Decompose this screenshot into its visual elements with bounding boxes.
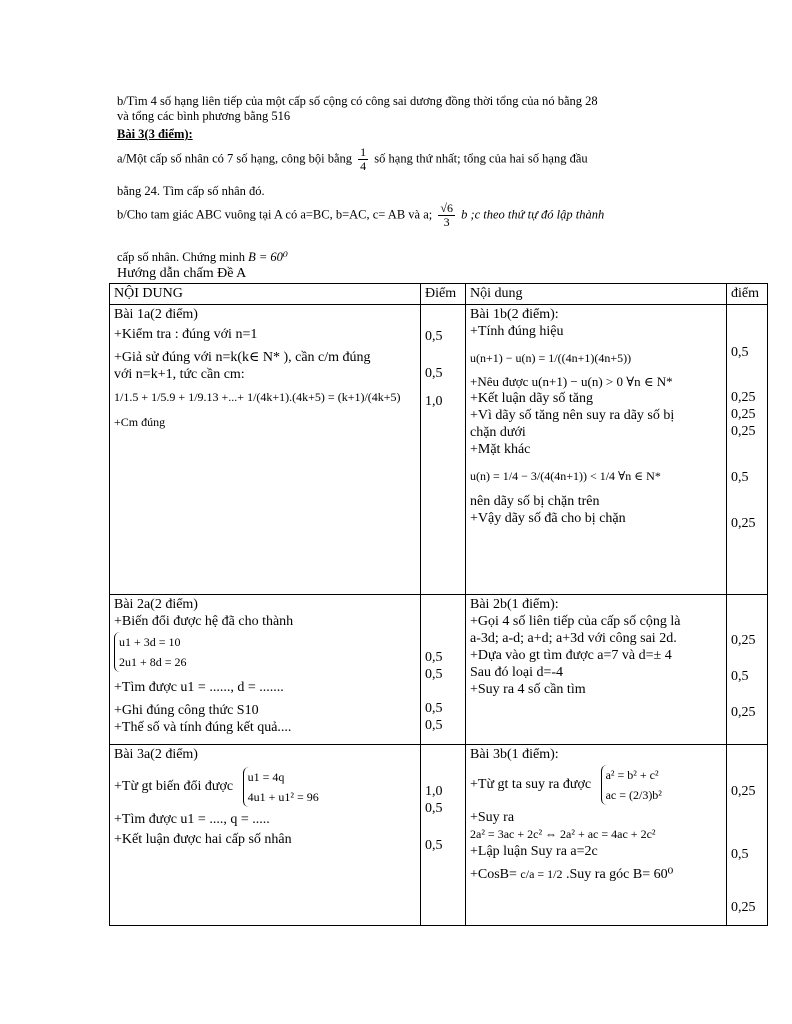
- row1-right-line: +Vì dãy số tăng nên suy ra dãy số bị: [470, 408, 675, 423]
- row1-right-line: Bài 1b(2 điểm):: [470, 307, 559, 322]
- row2-right-line: +Dựa vào gt tìm được a=7 và d=± 4: [470, 648, 672, 663]
- row1-right-line: +Mặt khác: [470, 442, 531, 457]
- row1-right-formula: u(n+1) − u(n) = 1/((4n+1)(4n+5)): [470, 351, 632, 365]
- row1-left-line: +Giả sử đúng với n=k(k∈ N* ), cần c/m đúng: [114, 350, 371, 365]
- score: 0,25: [731, 424, 756, 439]
- score: 0,25: [731, 516, 756, 531]
- score: 0,25: [731, 390, 756, 405]
- problem-3b-formula: B = 60⁰: [248, 250, 288, 264]
- score: 0,25: [731, 900, 756, 915]
- system-equation: a² = b² + c²: [605, 768, 659, 782]
- row1-left-line: với n=k+1, tức cần cm:: [114, 367, 245, 382]
- problem-3b-line2: [117, 249, 288, 265]
- row3-left-line: +Từ gt biến đổi được: [114, 779, 234, 795]
- header-diem-2: điểm: [727, 284, 768, 305]
- system-equation: 2u1 + 8d = 26: [119, 655, 187, 669]
- row3-right-line: +Từ gt ta suy ra được: [470, 777, 592, 793]
- system-equation: 4u1 + u1² = 96: [247, 790, 319, 804]
- row3-left: [110, 745, 421, 926]
- row1-right-formula: +Nêu được u(n+1) − u(n) > 0 ∀n ∈ N*: [470, 374, 673, 389]
- score: 0,5: [731, 847, 749, 862]
- row1-left-formula: 1/1.5 + 1/5.9 + 1/9.13 +...+ 1/(4k+1).(4k+5) = (k+1)/(4k+5): [114, 390, 401, 404]
- row2-left-line: +Ghi đúng công thức S10: [114, 703, 259, 718]
- problem-2b-line2: và tổng các bình phương bằng 516: [117, 109, 291, 123]
- problem-3b-fraction: [438, 202, 455, 229]
- problem-3a-line1: [117, 146, 588, 173]
- score: 1,0: [425, 394, 443, 409]
- row1-right-formula: u(n) = 1/4 − 3/(4(4n+1)) < 1/4 ∀n ∈ N*: [470, 469, 661, 483]
- fraction-numerator: 1: [360, 145, 367, 159]
- row2-left-line: Bài 2a(2 điểm): [114, 597, 198, 612]
- problem-3a-post: số hạng thứ nhất; tổng của hai số hạng đầu: [374, 151, 588, 166]
- row1-left-scores: [421, 305, 466, 595]
- fraction-numerator: √6: [440, 201, 453, 215]
- guide-title: Hướng dẫn chấm Đề A: [117, 266, 247, 281]
- system-equation: u1 + 3d = 10: [119, 635, 181, 649]
- row2-left-line: +Tìm được u1 = ......, d = .......: [114, 680, 284, 695]
- score: 0,25: [731, 705, 756, 720]
- problem-3b-line1: [117, 202, 604, 229]
- row1-right-line: +Kết luận dãy số tăng: [470, 391, 593, 406]
- row3-right-line: +Lập luận Suy ra a=2c: [470, 844, 598, 859]
- row2-left-line: +Thế số và tính đúng kết quả....: [114, 720, 292, 735]
- row2-left-line: +Biến đổi được hệ đã cho thành: [114, 614, 294, 629]
- row3-left-line: +Tìm được u1 = ...., q = .....: [114, 812, 270, 827]
- row1-right-line: chặn dưới: [470, 425, 526, 440]
- score: 0,5: [731, 345, 749, 360]
- table-row: [110, 595, 768, 745]
- score: 0,5: [425, 650, 443, 665]
- row1-left-line: Bài 1a(2 điểm): [114, 307, 198, 322]
- row2-right-line: a-3d; a-d; a+d; a+3d với công sai 2d.: [470, 631, 677, 646]
- fraction-denominator: 4: [360, 159, 367, 173]
- problem-3b-text: cấp số nhân. Chứng minh: [117, 250, 245, 264]
- row3-right-system: [601, 765, 662, 805]
- system-equation: u1 = 4q: [247, 770, 285, 784]
- row3-left-line: +Kết luận được hai cấp số nhân: [114, 832, 292, 847]
- problem-3a-fraction: [358, 146, 368, 173]
- row3-right-scores: [727, 745, 768, 926]
- header-noi-dung-2: Nội dung: [466, 284, 727, 305]
- row1-left-line: +Kiểm tra : đúng với n=1: [114, 327, 258, 342]
- fraction-denominator: 3: [443, 215, 450, 229]
- problem-3-title: Bài 3(3 điểm):: [117, 127, 193, 141]
- score: 0,5: [425, 667, 443, 682]
- row1-right-line: nên dãy số bị chặn trên: [470, 494, 600, 509]
- row3-left-line: Bài 3a(2 điểm): [114, 747, 198, 762]
- row2-right-line: +Gọi 4 số liên tiếp của cấp số cộng là: [470, 614, 681, 629]
- row3-right-system-line: [470, 765, 722, 805]
- table-row: [110, 745, 768, 926]
- row2-right-line: +Suy ra 4 số cần tìm: [470, 682, 586, 697]
- row3-right-line: Bài 3b(1 điểm):: [470, 747, 559, 762]
- row1-left: [110, 305, 421, 595]
- score: 0,5: [425, 701, 443, 716]
- row2-right-scores: [727, 595, 768, 745]
- row3-left-system: [243, 767, 319, 807]
- header-diem: Điểm: [421, 284, 466, 305]
- row1-right-scores: [727, 305, 768, 595]
- cosb-formula: c/a = 1/2: [520, 867, 563, 881]
- problem-3b-pre: b/Cho tam giác ABC vuông tại A có a=BC, b=AC, c= AB và a;: [117, 207, 433, 222]
- row3-left-system-line: [114, 767, 416, 807]
- row3-right: [466, 745, 727, 926]
- score: 0,5: [425, 718, 443, 733]
- score: 1,0: [425, 784, 443, 799]
- table-row: [110, 305, 768, 595]
- row1-right-line: +Tính đúng hiệu: [470, 324, 564, 339]
- row3-right-line: +Suy ra: [470, 810, 515, 825]
- header-noi-dung: NỘI DUNG: [110, 284, 421, 305]
- row1-right-line: +Vậy dãy số đã cho bị chặn: [470, 511, 626, 526]
- system-equation: ac = (2/3)b²: [605, 788, 662, 802]
- row3-right-cosb-line: [470, 866, 722, 883]
- row2-right-line: Bài 2b(1 điểm):: [470, 597, 559, 612]
- grading-table: [109, 283, 768, 926]
- score: 0,5: [425, 366, 443, 381]
- row3-left-scores: [421, 745, 466, 926]
- row1-left-line: +Cm đúng: [114, 415, 166, 429]
- row2-right: [466, 595, 727, 745]
- problem-3a-pre: a/Một cấp số nhân có 7 số hạng, công bội bằng: [117, 151, 353, 166]
- problem-3a-line2: bằng 24. Tìm cấp số nhân đó.: [117, 184, 265, 198]
- score: 0,5: [731, 470, 749, 485]
- score: 0,25: [731, 633, 756, 648]
- row2-left-system: [114, 632, 187, 672]
- cosb-label: +CosB=: [470, 867, 517, 882]
- row2-left-scores: [421, 595, 466, 745]
- row2-left: [110, 595, 421, 745]
- score: 0,5: [425, 838, 443, 853]
- problem-2b-line1: b/Tìm 4 số hạng liên tiếp của một cấp số cộng có công sai dương đồng thời tổng của nó bằng 28: [117, 94, 598, 108]
- score: 0,5: [425, 329, 443, 344]
- score: 0,25: [731, 407, 756, 422]
- row3-right-formula: 2a² = 3ac + 2c² ⇔ 2a² + ac = 4ac + 2c²: [470, 827, 656, 841]
- cosb-conclusion: .Suy ra góc B= 60⁰: [566, 867, 674, 882]
- row1-right: [466, 305, 727, 595]
- score: 0,5: [731, 669, 749, 684]
- score: 0,5: [425, 801, 443, 816]
- row2-right-line: Sau đó loại d=-4: [470, 665, 564, 680]
- table-header-row: [110, 284, 768, 305]
- score: 0,25: [731, 784, 756, 799]
- problem-3b-post: b ;c theo thứ tự đó lập thành: [461, 207, 605, 222]
